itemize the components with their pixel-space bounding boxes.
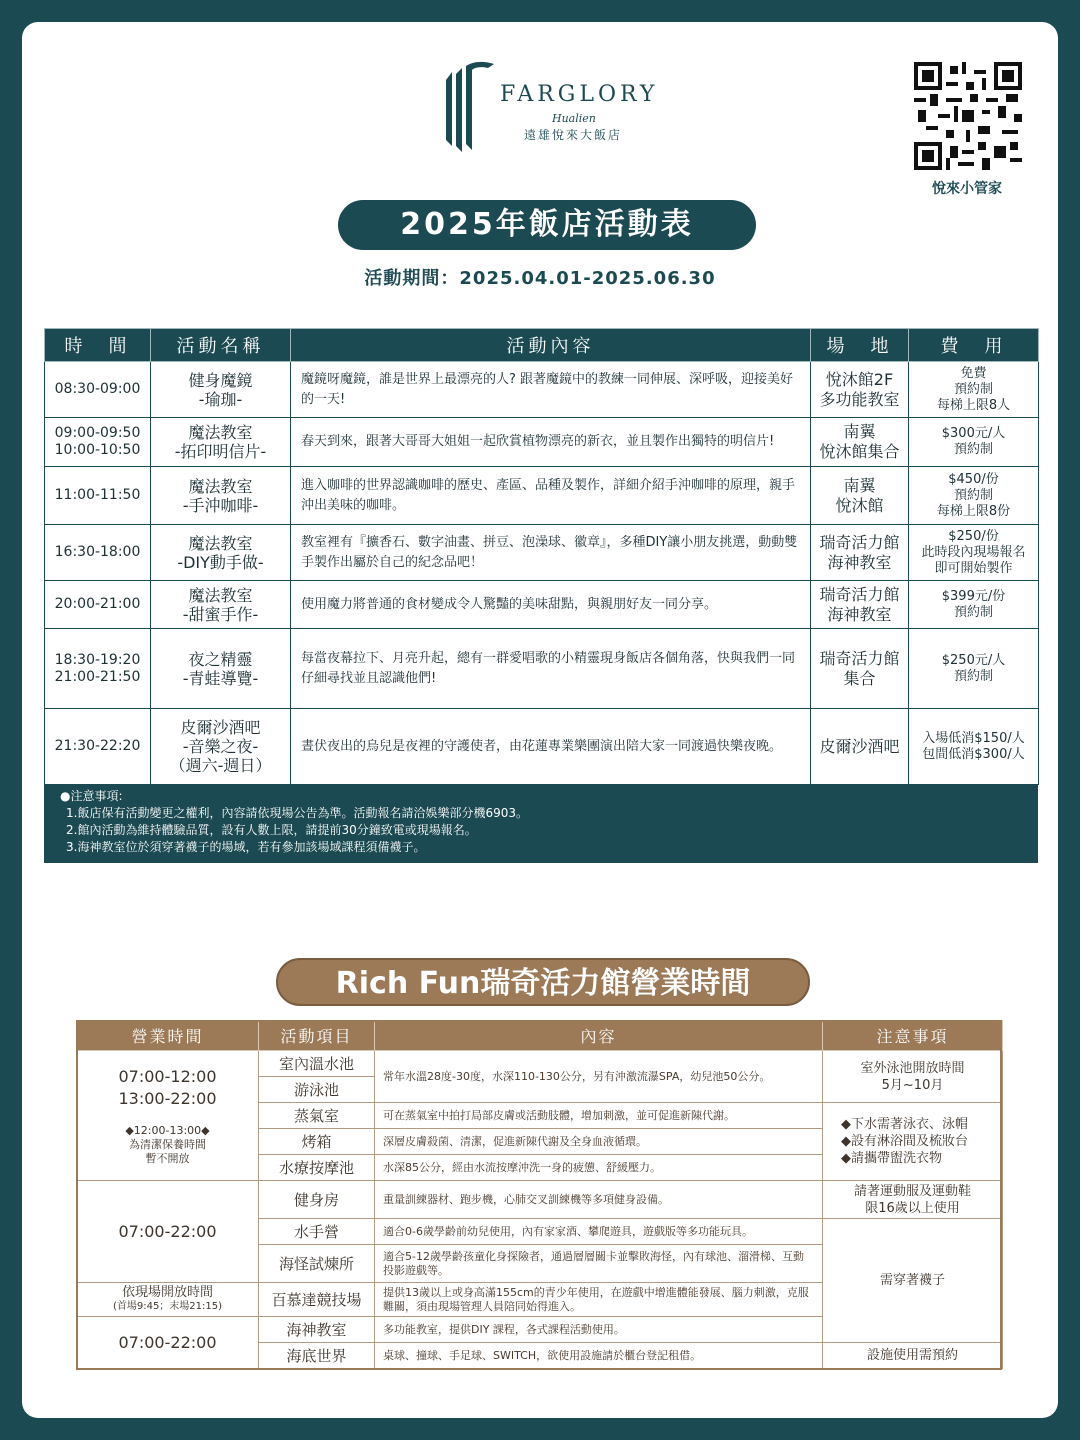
name-line: 魔法教室 — [188, 533, 253, 553]
qr-code-icon[interactable] — [914, 62, 1022, 170]
name-line: -青蛙導覽- — [182, 668, 259, 688]
facility-note — [823, 1103, 1003, 1181]
venue-line: 悅沐館集合 — [819, 442, 900, 461]
fee-line: $399元/份 — [941, 588, 1006, 604]
facility-name: 海神教室 — [259, 1317, 375, 1343]
column-header: 注意事項 — [823, 1021, 1003, 1051]
hours-line: 13:00-22:00 — [118, 1088, 217, 1108]
fee-line: 入場低消$150/人 — [922, 730, 1025, 746]
activity-venue — [811, 709, 909, 785]
venue-line: 瑞奇活力館 — [819, 648, 900, 668]
column-header: 費 用 — [909, 329, 1039, 362]
venue-line: 瑞奇活力館 — [819, 532, 900, 552]
fee-line: 預約制 — [953, 604, 993, 620]
facility-name: 百慕達競技場 — [259, 1283, 375, 1317]
fee-line: 每梯上限8份 — [936, 503, 1011, 519]
hours-note-line: 暫不開放 — [145, 1151, 190, 1165]
activity-name — [151, 709, 291, 785]
activity-fee — [909, 581, 1039, 629]
time-line: 20:00-21:00 — [54, 596, 141, 612]
venue-line: 集合 — [843, 668, 876, 688]
fee-line: $450/份 — [948, 471, 999, 487]
activity-description: 每當夜幕拉下、月亮升起，總有一群愛唱歌的小精靈現身飯店各個角落，快與我們一同仔細尋找並且認識他們! — [291, 629, 811, 709]
note-line: 請著運動服及運動鞋 — [853, 1183, 971, 1199]
activity-time — [45, 525, 151, 581]
facility-name: 游泳池 — [259, 1077, 375, 1103]
hours-line: 07:00-22:00 — [118, 1332, 217, 1352]
column-header: 時 間 — [45, 329, 151, 362]
name-line: （週六-週日） — [169, 756, 272, 775]
flyer — [22, 22, 1058, 1418]
activity-venue — [811, 418, 909, 467]
qr-label: 悅來小管家 — [932, 181, 1002, 197]
column-header: 場 地 — [811, 329, 909, 362]
facility-name: 蒸氣室 — [259, 1103, 375, 1129]
activity-fee — [909, 709, 1039, 785]
table-row — [45, 709, 1039, 785]
facility-description: 水深85公分，經由水流按摩沖洗一身的疲憊、舒緩壓力。 — [375, 1155, 823, 1181]
facility-name: 室內溫水池 — [259, 1051, 375, 1077]
time-line: 10:00-10:50 — [54, 442, 141, 458]
activity-fee — [909, 362, 1039, 418]
richfun-table — [76, 1020, 1003, 1369]
facility-name: 海底世界 — [259, 1343, 375, 1369]
activity-time — [45, 581, 151, 629]
name-line: -甜蜜手作- — [182, 604, 259, 624]
activity-name — [151, 525, 291, 581]
name-line: -拓印明信片- — [174, 442, 267, 461]
activity-venue — [811, 525, 909, 581]
hours-line: 07:00-12:00 — [118, 1066, 217, 1086]
hotel-name: 遠雄悅來大飯店 — [524, 128, 623, 142]
activity-time — [45, 467, 151, 525]
table-row — [45, 581, 1039, 629]
facility-description: 常年水溫28度-30度，水深110-130公分，另有沖激流瀑SPA，幼兒池50公分。 — [375, 1051, 823, 1103]
hours-line: 07:00-22:00 — [118, 1221, 217, 1241]
activity-period: 活動期間：2025.04.01-2025.06.30 — [364, 268, 716, 289]
column-header: 活動內容 — [291, 329, 811, 362]
activity-name — [151, 418, 291, 467]
time-line: 11:00-11:50 — [54, 487, 141, 503]
fee-line: 即可開始製作 — [934, 560, 1013, 576]
hours-line: (首場9:45；末場21:15) — [112, 1300, 223, 1312]
table-header-row — [77, 1021, 1003, 1051]
venue-line: 南翼 — [843, 422, 876, 441]
hours-cell — [77, 1181, 259, 1283]
activity-table-title: 2025年飯店活動表 — [338, 200, 756, 250]
activity-venue — [811, 362, 909, 418]
activity-time — [45, 362, 151, 418]
hours-line: 依現場開放時間 — [121, 1284, 213, 1300]
fee-line: $300元/人 — [941, 426, 1006, 441]
notes-title: ●注意事項: — [60, 789, 123, 803]
facility-description: 重量訓練器材、跑步機，心肺交叉訓練機等多項健身設備。 — [375, 1181, 823, 1219]
fee-line: $250/份 — [948, 528, 999, 544]
farglory-logo-icon — [442, 60, 504, 152]
table-row — [45, 525, 1039, 581]
facility-description: 深層皮膚殺菌、清潔，促進新陳代謝及全身血液循環。 — [375, 1129, 823, 1155]
time-line: 08:30-09:00 — [54, 381, 141, 397]
note-item: 1.飯店保有活動變更之權利，內容請依現場公告為準。活動報名請洽娛樂部分機6903。 — [66, 806, 528, 820]
fee-line: 預約制 — [953, 668, 993, 684]
venue-line: 南翼 — [843, 475, 876, 495]
facility-description: 桌球、撞球、手足球、SWITCH，欲使用設施請於櫃台登記租借。 — [375, 1343, 823, 1369]
activity-fee — [909, 629, 1039, 709]
activity-fee — [909, 525, 1039, 581]
note-line: ◆設有淋浴間及梳妝台 — [841, 1134, 968, 1149]
facility-name: 烤箱 — [259, 1129, 375, 1155]
table-row — [45, 629, 1039, 709]
venue-line: 海神教室 — [827, 604, 892, 624]
activity-venue — [811, 629, 909, 709]
richfun-title: Rich Fun瑞奇活力館營業時間 — [276, 958, 810, 1006]
activity-time — [45, 709, 151, 785]
facility-description: 適合0-6歲學齡前幼兒使用，內有家家酒、攀爬遊具，遊戲版等多功能玩具。 — [375, 1219, 823, 1245]
brand-script: Hualien — [552, 112, 596, 125]
fee-line: 包間低消$300/人 — [922, 746, 1025, 762]
venue-line: 悅沐館2F — [825, 369, 894, 389]
note-line: 限16歲以上使用 — [865, 1200, 960, 1216]
facility-description: 適合5-12歲學齡孩童化身探險者，通過層層關卡並擊敗海怪，內有球池、溜滑梯、互動投影遊戲等。 — [375, 1245, 823, 1283]
note-item: 3.海神教室位於須穿著襪子的場域，若有參加該場域課程須備襪子。 — [66, 840, 426, 854]
facility-description: 提供13歲以上或身高滿155cm的青少年使用，在遊戲中增進體能發展、腦力刺激，克服難關，須由現場管理人員陪同始得進入。 — [375, 1283, 823, 1317]
activity-table — [44, 328, 1039, 785]
note-line: 5月~10月 — [881, 1077, 944, 1093]
fee-line: $250元/人 — [941, 652, 1006, 668]
facility-name: 水手營 — [259, 1219, 375, 1245]
hours-note-line: 為清潔保養時間 — [129, 1137, 206, 1151]
column-header: 活動名稱 — [151, 329, 291, 362]
table-row — [45, 418, 1039, 467]
time-line: 21:00-21:50 — [54, 668, 141, 685]
note-line: ◆下水需著泳衣、泳帽 — [841, 1117, 968, 1132]
venue-line: 海神教室 — [827, 552, 892, 572]
table-row — [45, 362, 1039, 418]
facility-note — [823, 1181, 1003, 1219]
activity-fee — [909, 418, 1039, 467]
table-row — [45, 467, 1039, 525]
fee-line: 免費 — [960, 365, 987, 381]
time-line: 21:30-22:20 — [54, 738, 141, 754]
activity-description: 晝伏夜出的烏兒是夜裡的守護使者，由花蓮專業樂團演出陪大家一同渡過快樂夜晚。 — [291, 709, 811, 785]
time-line: 18:30-19:20 — [54, 651, 141, 668]
activity-time — [45, 629, 151, 709]
name-line: 皮爾沙酒吧 — [180, 718, 261, 737]
venue-line: 悅沐館 — [835, 495, 884, 515]
activity-description: 使用魔力將普通的食材變成令人驚豔的美味甜點，與親朋好友一同分享。 — [291, 581, 811, 629]
name-line: -DIY動手做- — [177, 552, 264, 572]
facility-description: 多功能教室，提供DIY 課程，各式課程活動使用。 — [375, 1317, 823, 1343]
venue-line: 皮爾沙酒吧 — [819, 736, 900, 756]
activity-fee — [909, 467, 1039, 525]
facility-note — [823, 1051, 1003, 1103]
table-row — [77, 1051, 1003, 1077]
venue-line: 瑞奇活力館 — [819, 584, 900, 604]
column-header: 營業時間 — [77, 1021, 259, 1051]
activity-venue — [811, 467, 909, 525]
column-header: 活動項目 — [259, 1021, 375, 1051]
name-line: 魔法教室 — [188, 585, 253, 605]
brand-name: FARGLORY — [500, 82, 659, 107]
activity-description: 進入咖啡的世界認識咖啡的歷史、產區、品種及製作，詳細介紹手沖咖啡的原理，親手沖出美味的咖啡。 — [291, 467, 811, 525]
time-line: 09:00-09:50 — [54, 425, 141, 441]
socks-note: 需穿著襪子 — [823, 1219, 1003, 1343]
facility-name: 海怪試煉所 — [259, 1245, 375, 1283]
table-header-row — [45, 329, 1039, 362]
hours-note-line: ◆12:00-13:00◆ — [125, 1123, 210, 1137]
name-line: 魔法教室 — [188, 423, 253, 442]
table-row — [77, 1181, 1003, 1219]
facility-note: 設施使用需預約 — [823, 1343, 1003, 1369]
name-line: -瑜珈- — [198, 389, 243, 409]
fee-line: 預約制 — [953, 487, 993, 503]
fee-line: 預約制 — [953, 442, 993, 457]
activity-name — [151, 629, 291, 709]
name-line: -手沖咖啡- — [182, 495, 259, 515]
activity-name — [151, 581, 291, 629]
fee-line: 預約制 — [953, 381, 993, 397]
hours-cell — [77, 1051, 259, 1181]
column-header: 內容 — [375, 1021, 823, 1051]
facility-name: 水療按摩池 — [259, 1155, 375, 1181]
hours-cell — [77, 1283, 259, 1317]
venue-line: 多功能教室 — [819, 389, 900, 409]
hours-cell — [77, 1317, 259, 1369]
activity-description: 教室裡有『擴香石、數字油畫、拼豆、泡澡球、徽章』，多種DIY讓小朋友挑選，動動雙手製作出屬於自己的紀念品吧！ — [291, 525, 811, 581]
activity-time — [45, 418, 151, 467]
name-line: 健身魔鏡 — [188, 370, 253, 390]
fee-line: 此時段內現場報名 — [921, 544, 1026, 560]
activity-venue — [811, 581, 909, 629]
notes-box — [44, 784, 1038, 863]
activity-name — [151, 362, 291, 418]
note-item: 2.館內活動為維持體驗品質，設有人數上限，請提前30分鐘致電或現場報名。 — [66, 823, 477, 837]
note-line: 室外泳池開放時間 — [860, 1060, 965, 1076]
time-line: 16:30-18:00 — [54, 544, 141, 560]
spacer — [85, 1110, 250, 1124]
facility-name: 健身房 — [259, 1181, 375, 1219]
name-line: -音樂之夜- — [182, 737, 259, 756]
name-line: 夜之精靈 — [188, 649, 253, 669]
farglory-logo — [442, 60, 672, 160]
name-line: 魔法教室 — [188, 476, 253, 496]
fee-line: 每梯上限8人 — [936, 397, 1011, 413]
note-line: ◆請攜帶盥洗衣物 — [841, 1151, 942, 1166]
facility-description: 可在蒸氣室中拍打局部皮膚或活動肢體，增加刺激，並可促進新陳代謝。 — [375, 1103, 823, 1129]
activity-description: 魔鏡呀魔鏡，誰是世界上最漂亮的人? 跟著魔鏡中的教練一同伸展、深呼吸，迎接美好的一天! — [291, 362, 811, 418]
activity-name — [151, 467, 291, 525]
activity-description: 春天到來，跟著大哥哥大姐姐一起欣賞植物漂亮的新衣，並且製作出獨特的明信片! — [291, 418, 811, 467]
